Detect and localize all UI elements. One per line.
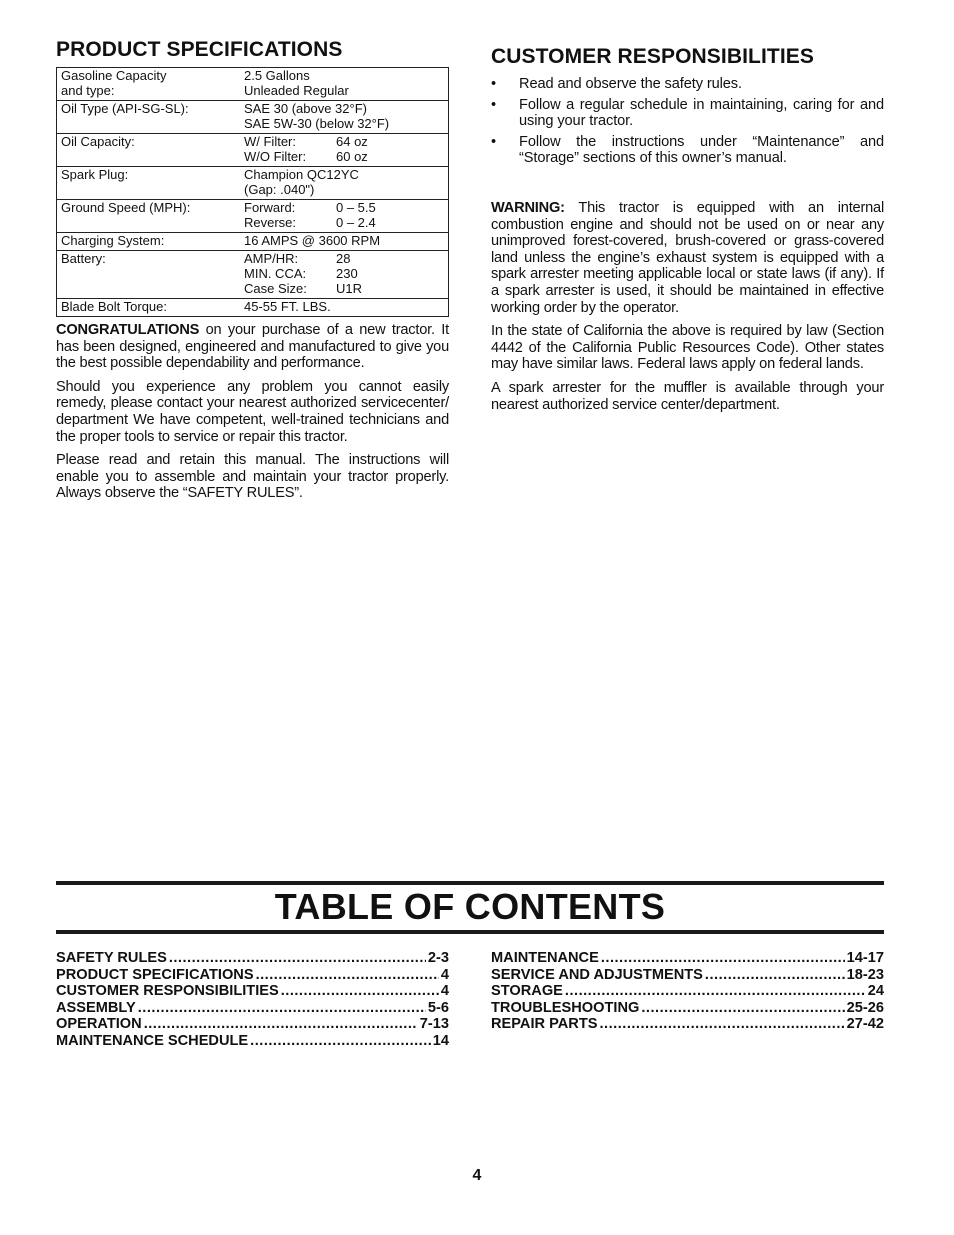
toc-leader-dots bbox=[256, 967, 439, 984]
toc-left-column bbox=[56, 950, 449, 1050]
spec-value-line: Unleaded Regular bbox=[244, 83, 349, 98]
spec-pair-value: 230 bbox=[336, 266, 358, 281]
spec-pair bbox=[244, 149, 448, 164]
toc-entry bbox=[56, 1033, 449, 1050]
spec-row bbox=[57, 134, 449, 167]
spec-label-line: Battery: bbox=[61, 251, 106, 266]
list-item: • Read and observe the safety rules. bbox=[491, 76, 742, 92]
toc-leader-dots bbox=[565, 983, 866, 1000]
spec-row bbox=[57, 167, 449, 200]
spec-label-line: Oil Capacity: bbox=[61, 134, 135, 149]
toc-leader-dots bbox=[169, 950, 426, 967]
spec-pair bbox=[244, 200, 448, 215]
toc-leader-dots bbox=[281, 983, 439, 1000]
toc-entry-title: TROUBLESHOOTING bbox=[491, 999, 640, 1016]
toc-entry-pages: 7-13 bbox=[419, 1016, 449, 1033]
spec-value-line: SAE 30 (above 32°F) bbox=[244, 101, 367, 116]
product-specifications-heading: PRODUCT SPECIFICATIONS bbox=[56, 38, 343, 61]
spec-row bbox=[57, 233, 449, 251]
toc-entry bbox=[56, 967, 449, 984]
spec-label-line: Spark Plug: bbox=[61, 167, 129, 182]
spec-value bbox=[244, 101, 449, 134]
specifications-table bbox=[56, 67, 449, 317]
toc-entry-title: SAFETY RULES bbox=[56, 950, 167, 966]
toc-entry-title: ASSEMBLY bbox=[56, 999, 136, 1016]
toc-entry bbox=[491, 950, 884, 967]
toc-entry-pages: 4 bbox=[440, 966, 449, 983]
toc-leader-dots bbox=[138, 1000, 426, 1017]
warning-label: WARNING: bbox=[491, 199, 565, 216]
congratulations-label: CONGRATULATIONS bbox=[56, 322, 200, 338]
spec-pair-value: 0 – 2.4 bbox=[336, 215, 376, 230]
customer-responsibilities-heading: CUSTOMER RESPONSIBILITIES bbox=[491, 45, 814, 68]
spec-label bbox=[57, 299, 245, 317]
spec-pair-key: Reverse: bbox=[244, 215, 297, 230]
toc-entry-title: PRODUCT SPECIFICATIONS bbox=[56, 966, 254, 983]
warning-text: This tractor is equipped with an internal combustion engine and should not be used on or near any unimproved forest-covered, brush-covered or grass-covered land unless the engine’s exhaust system is equipped with a spark arrester meeting applicable local or state laws (if any). If a spark arrester is used, it should be maintained in effective working order by the operator. bbox=[491, 199, 884, 316]
toc-entry-title: MAINTENANCE bbox=[491, 950, 599, 966]
toc-entry-title: SERVICE AND ADJUSTMENTS bbox=[491, 966, 703, 983]
toc-entry-pages: 14-17 bbox=[846, 950, 884, 966]
spec-value-line: 2.5 Gallons bbox=[244, 68, 310, 83]
spec-value-line: Champion QC12YC bbox=[244, 167, 359, 182]
product-specifications-section bbox=[56, 38, 449, 509]
toc-entry bbox=[56, 950, 449, 967]
bullet-icon: • bbox=[491, 96, 497, 113]
spec-value-line: (Gap: .040") bbox=[244, 182, 315, 197]
spec-pair-key: Forward: bbox=[244, 200, 296, 215]
service-paragraph: Should you experience any problem you cannot easily remedy, please contact your nearest authorized servicecenter/ department We have competent, well-trained technicians and the proper tools to service or repair this tractor. bbox=[56, 378, 449, 445]
spec-label bbox=[57, 251, 245, 299]
spec-value bbox=[244, 233, 449, 251]
spec-value bbox=[244, 299, 449, 317]
toc-entry-title: CUSTOMER RESPONSIBILITIES bbox=[56, 983, 279, 1000]
spec-pair-value: 64 oz bbox=[336, 134, 368, 149]
toc-bottom-rule bbox=[56, 930, 884, 934]
toc-entry bbox=[491, 1000, 884, 1017]
spec-value bbox=[244, 134, 449, 167]
toc-entry bbox=[56, 1016, 449, 1033]
table-of-contents-title: TABLE OF CONTENTS bbox=[274, 886, 666, 927]
toc-entry-title: OPERATION bbox=[56, 1016, 142, 1033]
toc-entry bbox=[491, 1016, 884, 1033]
spec-value bbox=[244, 200, 449, 233]
toc-entry-title: STORAGE bbox=[491, 983, 563, 1000]
list-item: • Follow a regular schedule in maintaining, caring for and using your tractor. bbox=[491, 96, 884, 130]
spark-arrester-paragraph: A spark arrester for the muffler is available through your nearest authorized service center/department. bbox=[491, 379, 884, 413]
spec-value bbox=[244, 167, 449, 200]
spec-label-line: Gasoline Capacity bbox=[61, 68, 167, 83]
spec-label-line: Blade Bolt Torque: bbox=[61, 299, 167, 314]
toc-right-column bbox=[491, 950, 884, 1033]
toc-leader-dots bbox=[601, 950, 845, 967]
toc-entry bbox=[56, 983, 449, 1000]
spec-pair-key: AMP/HR: bbox=[244, 251, 299, 266]
spec-row bbox=[57, 68, 449, 101]
spec-pair-key: Case Size: bbox=[244, 281, 307, 296]
spec-pair bbox=[244, 266, 448, 281]
responsibilities-list bbox=[491, 76, 884, 167]
toc-entry bbox=[56, 1000, 449, 1017]
spec-label bbox=[57, 68, 245, 101]
toc-entry-pages: 24 bbox=[867, 983, 884, 1000]
spec-label-line: Ground Speed (MPH): bbox=[61, 200, 191, 215]
spec-value bbox=[244, 251, 449, 299]
toc-leader-dots bbox=[705, 967, 845, 984]
spec-label bbox=[57, 167, 245, 200]
toc-leader-dots bbox=[641, 1000, 844, 1017]
spec-pair bbox=[244, 134, 448, 149]
toc-leader-dots bbox=[250, 1033, 431, 1050]
retain-manual-paragraph: Please read and retain this manual. The instructions will enable you to assemble and maintain your tractor properly. Always observe the “SAFETY RULES”. bbox=[56, 452, 449, 502]
spec-pair-value: 0 – 5.5 bbox=[336, 200, 376, 215]
bullet-icon: • bbox=[491, 133, 497, 150]
spec-value-line: SAE 5W-30 (below 32°F) bbox=[244, 116, 390, 131]
warning-paragraph bbox=[491, 200, 884, 316]
spec-label bbox=[57, 101, 245, 134]
spec-label bbox=[57, 200, 245, 233]
spec-pair-value: 60 oz bbox=[336, 149, 368, 164]
spec-pair-key: MIN. CCA: bbox=[244, 266, 307, 281]
congratulations-text: on your purchase of a new tractor. It has been designed, engineered and manufactured to give you the best possible dependability and performance. bbox=[56, 322, 449, 372]
customer-responsibilities-section bbox=[491, 45, 884, 420]
spec-row bbox=[57, 200, 449, 233]
page-number: 4 bbox=[472, 1167, 482, 1184]
spec-pair-key: W/O Filter: bbox=[244, 149, 307, 164]
spec-label-line: Charging System: bbox=[61, 233, 165, 248]
spec-label-line: Oil Type (API-SG-SL): bbox=[61, 101, 189, 116]
toc-entry-pages: 5-6 bbox=[427, 999, 449, 1016]
spec-row bbox=[57, 299, 449, 317]
spec-row bbox=[57, 101, 449, 134]
spec-pair bbox=[244, 215, 448, 230]
spec-value-line: 45-55 FT. LBS. bbox=[244, 299, 331, 314]
spec-label bbox=[57, 134, 245, 167]
spec-pair bbox=[244, 251, 448, 266]
toc-entry-pages: 25-26 bbox=[846, 999, 884, 1016]
toc-entry-pages: 2-3 bbox=[427, 950, 449, 966]
spec-value-line: 16 AMPS @ 3600 RPM bbox=[244, 233, 381, 248]
california-law-paragraph: In the state of California the above is required by law (Section 4442 of the California Public Resources Code). Other states may have similar laws. Federal laws apply on federal lands. bbox=[491, 323, 884, 373]
toc-entry-title: MAINTENANCE SCHEDULE bbox=[56, 1032, 249, 1049]
spec-pair bbox=[244, 281, 448, 296]
toc-entry-pages: 4 bbox=[440, 983, 449, 1000]
bullet-icon: • bbox=[491, 76, 497, 92]
toc-leader-dots bbox=[144, 1016, 418, 1033]
toc-entry bbox=[491, 967, 884, 984]
spec-label bbox=[57, 233, 245, 251]
spec-pair-key: W/ Filter: bbox=[244, 134, 296, 149]
toc-leader-dots bbox=[600, 1016, 845, 1033]
spec-value bbox=[244, 68, 449, 101]
spec-pair-value: 28 bbox=[336, 251, 351, 266]
list-item: • Follow the instructions under “Maintenance” and “Storage” sections of this owner’s manual. bbox=[491, 133, 884, 167]
toc-entry-title: REPAIR PARTS bbox=[491, 1016, 598, 1033]
spec-row bbox=[57, 251, 449, 299]
toc-entry bbox=[491, 983, 884, 1000]
toc-entry-pages: 18-23 bbox=[846, 966, 884, 983]
spec-label-line: and type: bbox=[61, 83, 115, 98]
congratulations-paragraph bbox=[56, 322, 449, 372]
toc-entry-pages: 14 bbox=[432, 1032, 449, 1049]
toc-entry-pages: 27-42 bbox=[846, 1016, 884, 1033]
spec-pair-value: U1R bbox=[336, 281, 363, 296]
